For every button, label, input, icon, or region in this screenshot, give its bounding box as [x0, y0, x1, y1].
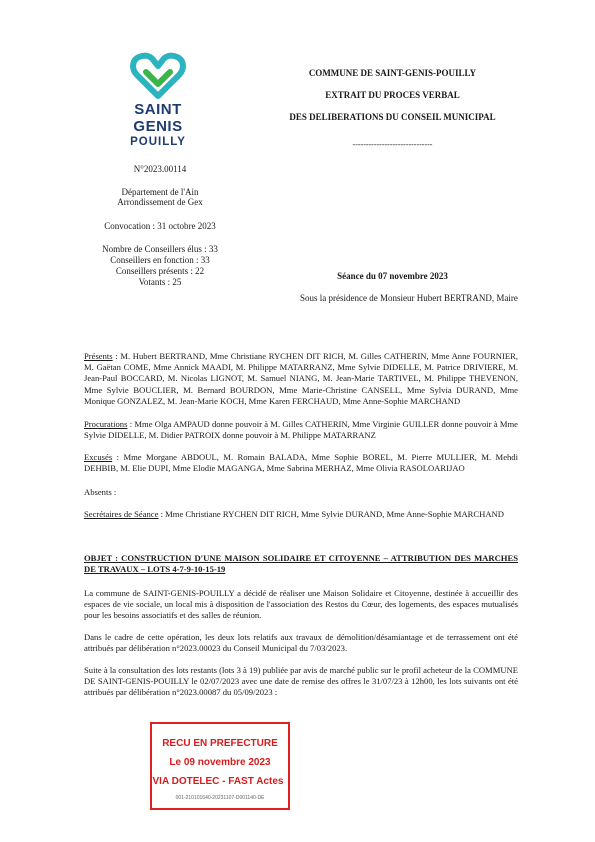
- prefecture-stamp: [150, 722, 290, 810]
- conseillers-elus: Nombre de Conseillers élus : 33: [102, 244, 218, 254]
- excuses-label: Excusés: [84, 452, 113, 462]
- paragraph-2: Dans le cadre de cette opération, les deux lots relatifs aux travaux de démolition/désamiantage et de terrassement ont été attribués par délibération n°2023.00023 du Conseil Municipal du 7/03/2023.: [84, 632, 518, 654]
- extrait-heading: EXTRAIT DU PROCES VERBAL: [325, 90, 460, 100]
- stamp-line-via: VIA DOTELEC - FAST Actes: [152, 776, 284, 787]
- stamp-line-recu: RECU EN PREFECTURE: [162, 738, 278, 749]
- votants: Votants : 25: [138, 277, 182, 287]
- paragraph-1: La commune de SAINT-GENIS-POUILLY a décidé de réaliser une Maison Solidaire et Citoyenne, destinée à accueillir des espaces de vie sociale, un local mis à disposition de l'association des Restos du Cœur, des logements, des espaces mutualisés pour les besoins associatifs et des salles de réunion.: [84, 588, 518, 621]
- procurations-paragraph: [84, 419, 518, 441]
- logo-line-genis: GENIS: [133, 118, 183, 135]
- absents-line: Absents :: [84, 487, 117, 497]
- objet-heading: [84, 553, 518, 575]
- deliberation-number: N°2023.00114: [133, 164, 187, 174]
- procurations-text: : Mme Olga AMPAUD donne pouvoir à M. Gilles CATHERIN, Mme Virginie GUILLER donne pouvoir à Mme Sylvie DIDELLE, M. Didier PATROIX donne pouvoir à M. Philippe MATARRANZ: [84, 419, 518, 441]
- secretaires-text: : Mme Christiane RYCHEN DIT RICH, Mme Sylvie DURAND, Mme Anne-Sophie MARCHAND: [158, 509, 504, 519]
- conseillers-fonction: Conseillers en fonction : 33: [110, 255, 210, 265]
- commune-logo: [118, 52, 198, 149]
- excuses-paragraph: [84, 452, 518, 474]
- secretaires-paragraph: [84, 509, 518, 520]
- heart-logo-icon: [129, 52, 187, 100]
- seance-date: Séance du 07 novembre 2023: [337, 271, 448, 281]
- presidence: Sous la présidence de Monsieur Hubert BERTRAND, Maire: [300, 293, 518, 303]
- department: Département de l'Ain: [121, 187, 199, 197]
- procurations-label: Procurations: [84, 419, 128, 429]
- objet-label: OBJET: [84, 553, 113, 563]
- presents-text: : M. Hubert BERTRAND, Mme Christiane RYCHEN DIT RICH, M. Gilles CATHERIN, Mme Anne FOURNIER, M. Gaëtan COME, Mme Annick MAADI, M. Philippe MATARRANZ, Mme Sylvie DIDELLE, M. Patrice DRIVIERE, M. Jean-Paul BOCCARD, M. Nicolas LIGNOT, M. Samuel NIANG, M. Jean-Marie TARTIVEL, M. Philippe THEVENON, Mme Sylvie BOUCLIER, M. Bernard BOURDON, Mme Marie-Christine CANSELL, Mme Sylvia DURAND, Mme Monique GONZALEZ, M. Jean-Marie KOCH, Mme Karen FERCHAUD, Mme Anne-Sophie MARCHAND: [84, 351, 518, 406]
- excuses-text: : Mme Morgane ABDOUL, M. Romain BALADA, Mme Sophie BOREL, M. Pierre MULLIER, M. Mehdi DEHBIB, M. Elie DUPI, Mme Elodie MAGANGA, Mme Sabrina MERHAZ, Mme Olivia RASOLOARIJAO: [84, 452, 518, 474]
- stamp-line-date: Le 09 novembre 2023: [169, 757, 271, 768]
- arrondissement: Arrondissement de Gex: [117, 197, 203, 207]
- conseillers-presents: Conseillers présents : 22: [115, 266, 205, 276]
- secretaires-label: Secrétaires de Séance: [84, 509, 159, 519]
- convocation-date: Convocation : 31 octobre 2023: [104, 221, 216, 231]
- logo-line-pouilly: POUILLY: [130, 136, 186, 148]
- commune-heading: COMMUNE DE SAINT-GENIS-POUILLY: [308, 68, 477, 78]
- deliberations-heading: DES DELIBERATIONS DU CONSEIL MUNICIPAL: [289, 112, 496, 122]
- presents-paragraph: [84, 351, 518, 407]
- stamp-line-reference: 001-210101640-20231107-D001140-DE: [175, 795, 265, 801]
- objet-text: : CONSTRUCTION D'UNE MAISON SOLIDAIRE ET CITOYENNE – ATTRIBUTION DES MARCHES DE TRAVAUX – LOTS 4-7-9-10-15-19: [84, 553, 518, 575]
- paragraph-3: Suite à la consultation des lots restants (lots 3 à 19) publiée par avis de marché public sur le profil acheteur de la COMMUNE DE SAINT-GENIS-POUILLY le 02/07/2023 avec une date de remise des offres le 31/07/23 à 12h00, les lots suivants ont été attribués par délibération n°2023.00087 du 05/09/2023 :: [84, 665, 518, 698]
- logo-line-saint: SAINT: [134, 101, 182, 118]
- separator-line: ------------------------------: [352, 140, 433, 149]
- presents-label: Présents: [84, 351, 113, 361]
